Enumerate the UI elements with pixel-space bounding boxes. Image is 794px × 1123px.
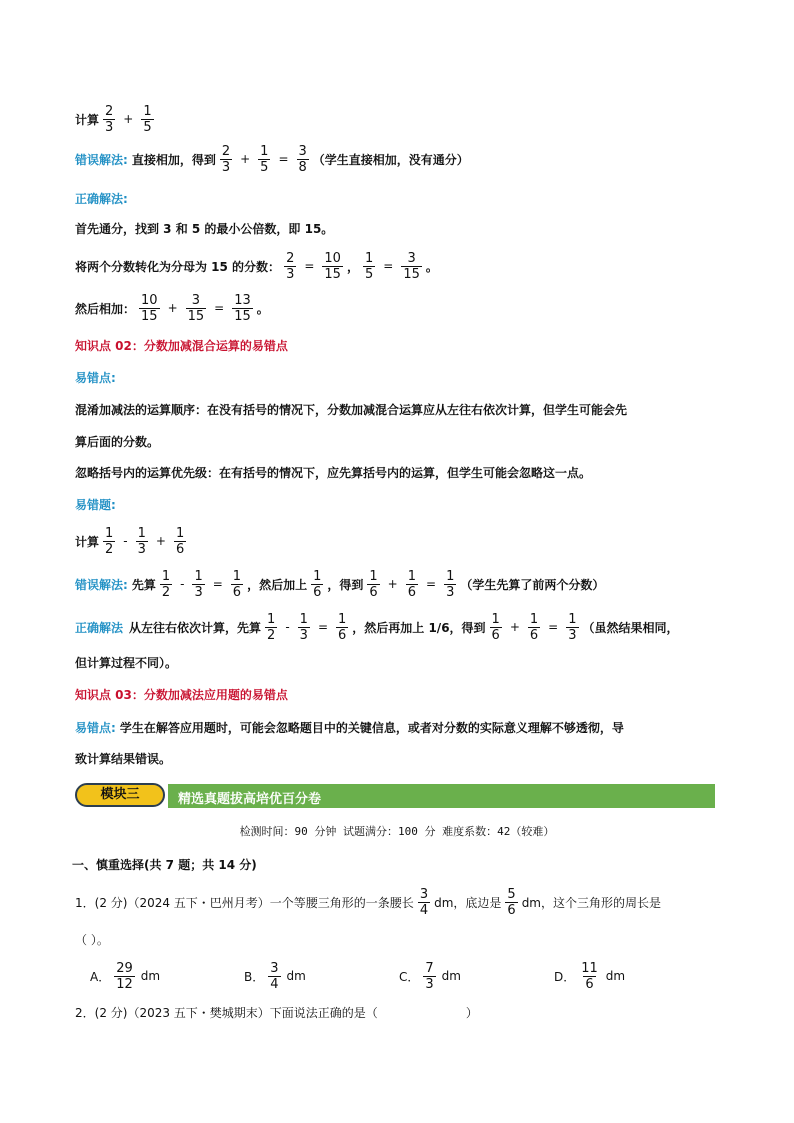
question-text: ） <box>465 1005 478 1020</box>
fraction: $\frac{1}{3}$ <box>194 568 203 600</box>
knowledge-point-heading: 知识点 03：分数加减法应用题的易错点 <box>75 687 288 702</box>
fraction: $\frac{1}{6}$ <box>338 611 347 643</box>
fraction: $\frac{1}{6}$ <box>232 568 242 600</box>
fraction: $\frac{1}{6}$ <box>407 568 417 600</box>
fraction: $\frac{1}{6}$ <box>369 568 378 600</box>
fraction: $\frac{2}{3}$ <box>105 103 114 135</box>
fraction: $\frac{1}{3}$ <box>446 568 455 600</box>
comma: ， <box>346 259 359 274</box>
fraction: $\frac{3}{15}$ <box>403 250 420 282</box>
option-c[interactable] <box>399 958 461 994</box>
knowledge-point-heading: 知识点 02：分数加减混合运算的易错点 <box>75 338 288 353</box>
equals-sign: = <box>426 577 437 591</box>
fraction: $\frac{3}{15}$ <box>187 292 205 324</box>
fraction: $\frac{1}{2}$ <box>267 611 276 643</box>
fraction: $\frac{1}{6}$ <box>491 611 500 643</box>
equals-sign: = <box>214 301 225 315</box>
option-letter: C． <box>399 969 420 984</box>
wrong-solution-label: 错误解法: <box>75 152 128 167</box>
question-1-paren: （ ）。 <box>75 932 109 947</box>
wrong-solution-line <box>75 142 469 176</box>
paragraph-line: 忽略括号内的运算优先级：在有括号的情况下，应先算括号内的运算，但学生可能会忽略这一点。 <box>75 465 592 480</box>
period: 。 <box>256 301 269 316</box>
paragraph-line: 混淆加减法的运算顺序：在没有括号的情况下，分数加减混合运算应从左往右依次计算，但学生可能会先 <box>75 402 628 417</box>
plus-sign: + <box>123 112 134 126</box>
fraction: $\frac{1}{2}$ <box>105 525 114 557</box>
wrong-solution-text: ，然后加上 <box>247 577 308 592</box>
plus-sign: + <box>240 152 251 166</box>
option-letter: A． <box>90 969 111 984</box>
equals-sign: = <box>383 259 394 273</box>
option-letter: D． <box>554 969 576 984</box>
module-title-bar <box>168 784 715 808</box>
wrong-solution-text: 直接相加，得到 <box>131 152 216 167</box>
problem2-line <box>75 522 190 560</box>
wrong-solution-text: ，得到 <box>327 577 364 592</box>
correct-solution-note: （虽然结果相同， <box>582 620 679 635</box>
calc-label: 计算 <box>75 112 100 127</box>
fraction: $\frac{10}{15}$ <box>324 250 341 282</box>
question-1 <box>75 882 661 922</box>
step-text: 然后相加： <box>75 301 136 316</box>
question-text: 2．(2 分)（2023 五下・樊城期末）下面说法正确的是（ <box>75 1005 378 1020</box>
step-line <box>75 290 269 326</box>
minus-sign: - <box>123 534 128 548</box>
plus-sign: + <box>167 301 178 315</box>
fraction: $\frac{1}{2}$ <box>161 568 171 600</box>
easy-question-label: 易错题: <box>75 497 116 512</box>
fraction: $\frac{3}{8}$ <box>298 143 307 175</box>
wrong-solution-note: （学生直接相加，没有通分） <box>312 152 469 167</box>
fraction: $\frac{1}{3}$ <box>137 525 146 557</box>
equals-sign: = <box>548 620 559 634</box>
step-line <box>75 248 438 284</box>
fraction: $\frac{2}{3}$ <box>286 250 295 282</box>
paragraph-line <box>75 713 624 741</box>
fraction: $\frac{1}{6}$ <box>529 611 539 643</box>
minus-sign: - <box>285 620 290 634</box>
fraction: $\frac{1}{6}$ <box>313 568 322 600</box>
minus-sign: - <box>180 577 185 591</box>
question-2 <box>75 998 478 1026</box>
plus-sign: + <box>155 534 166 548</box>
module-tag: 模块三 <box>75 783 165 807</box>
wrong-solution-label: 错误解法: <box>75 577 128 592</box>
exam-info: 检测时间：90 分钟 试题满分：100 分 难度系数：42（较难） <box>239 825 555 838</box>
correct-solution-text: ，然后再加上 1/6，得到 <box>352 620 486 635</box>
fraction: $\frac{5}{6}$ <box>507 886 516 918</box>
module-header <box>72 782 715 810</box>
module-title: 精选真题拔高培优百分卷 <box>178 792 322 807</box>
fraction: $\frac{1}{5}$ <box>143 103 152 135</box>
correct-solution-text: 从左往右依次计算，先算 <box>129 620 262 635</box>
fraction: $\frac{7}{3}$ <box>425 960 434 992</box>
problem1-line <box>75 102 158 136</box>
fraction: $\frac{1}{5}$ <box>364 250 374 282</box>
option-b[interactable] <box>244 958 306 994</box>
question-text: dm，这个三角形的周长是 <box>521 895 661 910</box>
correct-solution-line <box>75 608 679 646</box>
paragraph-line: 但计算过程不同）。 <box>75 655 178 670</box>
wrong-solution-note: （学生先算了前两个分数） <box>460 577 605 592</box>
fraction: $\frac{3}{4}$ <box>270 960 279 992</box>
fraction: $\frac{3}{4}$ <box>419 886 429 918</box>
fraction: $\frac{1}{3}$ <box>568 611 577 643</box>
section-title: 一、慎重选择(共 7 题；共 14 分) <box>72 857 257 872</box>
correct-solution-label: 正确解法 <box>75 620 124 635</box>
fraction: $\frac{1}{6}$ <box>175 525 185 557</box>
option-a[interactable] <box>90 958 160 994</box>
paragraph-text: 学生在解答应用题时，可能会忽略题目中的关键信息，或者对分数的实际意义理解不够透彻，导 <box>119 720 624 735</box>
wrong-solution-text: 先算 <box>131 577 156 592</box>
option-d[interactable] <box>554 958 625 994</box>
plus-sign: + <box>509 620 520 634</box>
paragraph-line: 致计算结果错误。 <box>75 751 172 766</box>
option-unit: dm <box>286 969 306 983</box>
fraction: $\frac{11}{6}$ <box>581 960 598 992</box>
step-text: 首先通分，找到 3 和 5 的最小公倍数，即 15。 <box>75 221 334 236</box>
fraction: $\frac{2}{3}$ <box>221 143 231 175</box>
step-text: 将两个分数转化为分母为 15 的分数： <box>75 259 281 274</box>
fraction: $\frac{13}{15}$ <box>234 292 251 324</box>
fraction: $\frac{1}{5}$ <box>260 143 269 175</box>
option-unit: dm <box>140 969 161 983</box>
equals-sign: = <box>317 620 328 634</box>
period: 。 <box>425 259 438 274</box>
equals-sign: = <box>304 259 315 273</box>
option-unit: dm <box>605 969 626 983</box>
equals-sign: = <box>212 577 223 591</box>
option-unit: dm <box>441 969 461 983</box>
fraction: $\frac{10}{15}$ <box>141 292 158 324</box>
easy-error-label: 易错点: <box>75 370 116 385</box>
question-text: dm，底边是 <box>434 895 502 910</box>
fraction: $\frac{29}{12}$ <box>116 960 133 992</box>
option-letter: B． <box>244 969 265 984</box>
question-text: 1．(2 分)（2024 五下・巴州月考）一个等腰三角形的一条腰长 <box>75 895 414 910</box>
calc-label: 计算 <box>75 534 100 549</box>
equals-sign: = <box>278 152 289 166</box>
wrong-solution-line <box>75 565 604 603</box>
fraction: $\frac{1}{3}$ <box>299 611 308 643</box>
easy-error-label: 易错点: <box>75 720 116 735</box>
correct-solution-label: 正确解法: <box>75 191 128 206</box>
plus-sign: + <box>387 577 398 591</box>
paragraph-line: 算后面的分数。 <box>75 434 160 449</box>
